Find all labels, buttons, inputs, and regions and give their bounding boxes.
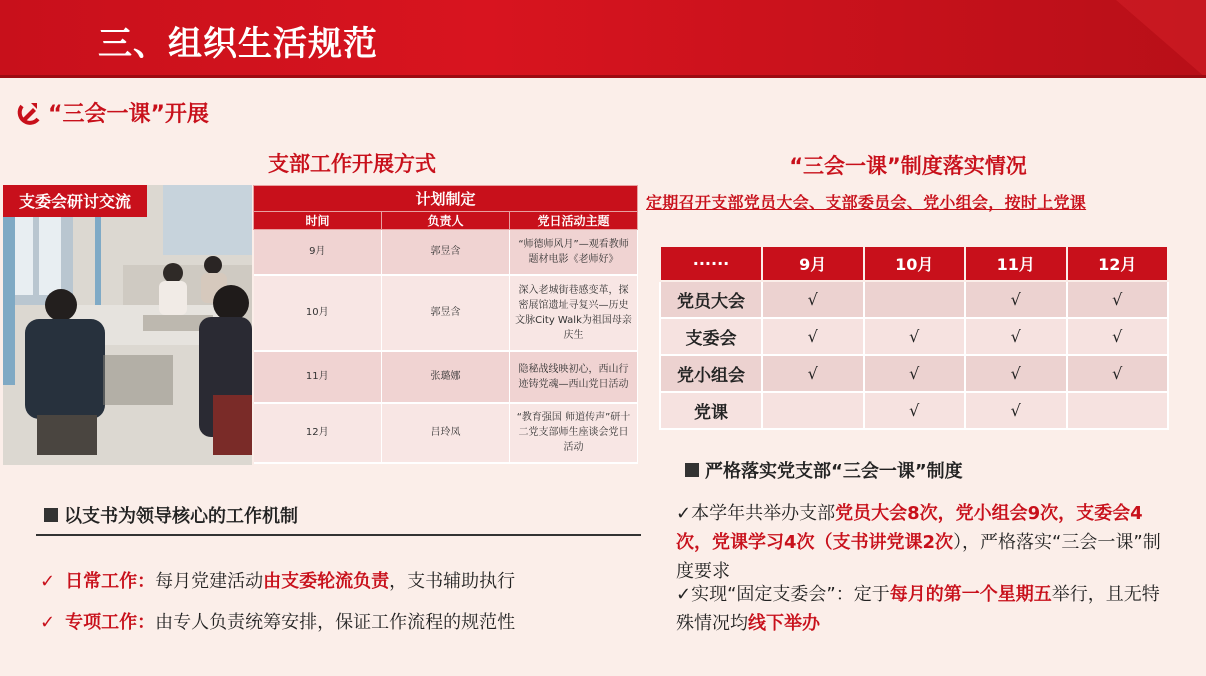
grid-cell: √ <box>864 318 966 355</box>
strict-highlight: 每月的第一个星期五 <box>889 584 1052 605</box>
plan-month: 10月 <box>254 275 382 351</box>
table-row <box>254 351 638 403</box>
table-row <box>254 230 638 275</box>
check-icon: ✓ <box>40 612 56 633</box>
square-bullet-icon <box>685 463 699 477</box>
plan-month: 11月 <box>254 351 382 403</box>
page-title: 三、组织生活规范 <box>98 24 378 64</box>
daily-work-highlight: 由支委轮流负责 <box>263 571 390 592</box>
check-icon: ✓ <box>676 503 692 524</box>
grid-cell: √ <box>965 281 1067 318</box>
meeting-photo-illustration <box>3 185 252 465</box>
plan-theme: “教育强国 师道传声”研十二党支部师生座谈会党日活动 <box>510 403 638 463</box>
plan-table <box>253 185 638 464</box>
plan-month: 12月 <box>254 403 382 463</box>
work-method-heading: 支部工作开展方式 <box>268 152 436 176</box>
plan-col-header: 负责人 <box>382 212 510 230</box>
special-work-text: 由专人负责统筹安排，保证工作流程的规范性 <box>155 612 516 633</box>
strict-bullet-1 <box>676 499 1166 586</box>
grid-month-header: 10月 <box>864 246 966 281</box>
daily-work-item <box>40 569 515 595</box>
meeting-photo <box>3 185 252 465</box>
grid-cell: √ <box>762 355 864 392</box>
implementation-table <box>659 245 1169 430</box>
implementation-subtitle: 定期召开支部党员大会、支部委员会、党小组会，按时上党课 <box>646 193 1087 212</box>
grid-cell: √ <box>1067 355 1169 392</box>
plan-col-header: 党日活动主题 <box>510 212 638 230</box>
grid-cell: √ <box>965 318 1067 355</box>
table-row <box>660 318 1168 355</box>
grid-cell <box>762 392 864 429</box>
implementation-heading: “三会一课”制度落实情况 <box>789 154 1027 178</box>
grid-cell: √ <box>864 355 966 392</box>
daily-work-text-end: ，支书辅助执行 <box>389 571 516 592</box>
strict-heading <box>685 457 963 483</box>
grid-cell: √ <box>762 281 864 318</box>
plan-theme: 深入老城街巷感变革，探密展馆遗址寻复兴—历史文脉City Walk为祖国母亲庆生 <box>510 275 638 351</box>
mechanism-heading <box>44 502 298 528</box>
strict-text: ），严格落实“三会一课”制度要求 <box>676 532 1161 582</box>
daily-work-label: 日常工作： <box>65 571 156 592</box>
strict-highlight: 线下举办 <box>748 613 820 634</box>
grid-row-label: 党小组会 <box>660 355 762 392</box>
grid-month-header: 11月 <box>965 246 1067 281</box>
special-work-item <box>40 610 515 636</box>
plan-owner: 张璐娜 <box>382 351 510 403</box>
grid-cell: √ <box>1067 318 1169 355</box>
table-row <box>254 275 638 351</box>
plan-caption: 计划制定 <box>254 186 638 212</box>
section-title-text: “三会一课”开展 <box>48 102 209 127</box>
plan-theme: “师德师风月”—观看教师题材电影《老师好》 <box>510 230 638 275</box>
plan-theme: 隐秘战线映初心，西山行迹铸党魂—西山党日活动 <box>510 351 638 403</box>
grid-cell: √ <box>965 392 1067 429</box>
strict-text: 实现“固定支委会”：定于 <box>691 584 890 605</box>
strict-heading-text: 严格落实党支部“三会一课”制度 <box>705 461 963 482</box>
mechanism-heading-text: 以支书为领导核心的工作机制 <box>64 506 298 527</box>
plan-owner: 郭昱含 <box>382 275 510 351</box>
daily-work-text: 每月党建活动 <box>155 571 264 592</box>
party-emblem-icon <box>16 100 44 126</box>
table-row <box>660 281 1168 318</box>
grid-row-label: 党课 <box>660 392 762 429</box>
plan-owner: 吕玲凤 <box>382 403 510 463</box>
grid-month-header: 12月 <box>1067 246 1169 281</box>
strict-text: 本学年共举办支部 <box>691 503 836 524</box>
plan-col-header: 时间 <box>254 212 382 230</box>
strict-highlight: ，支委会4次，党课学习4次（支书讲党课2次 <box>676 503 1143 553</box>
grid-corner: ······ <box>660 246 762 281</box>
square-bullet-icon <box>44 508 58 522</box>
strict-text: 举行，且无特殊情况均 <box>676 584 1160 634</box>
special-work-label: 专项工作： <box>65 612 156 633</box>
grid-cell: √ <box>965 355 1067 392</box>
plan-month: 9月 <box>254 230 382 275</box>
strict-highlight: 党员大会8次，党小组会9次 <box>835 503 1059 524</box>
strict-bullet-2 <box>676 580 1166 638</box>
check-icon: ✓ <box>676 584 692 605</box>
grid-cell <box>1067 392 1169 429</box>
divider <box>36 534 641 536</box>
grid-cell <box>864 281 966 318</box>
grid-month-header: 9月 <box>762 246 864 281</box>
grid-cell: √ <box>762 318 864 355</box>
grid-row-label: 支委会 <box>660 318 762 355</box>
header-banner <box>0 0 1206 78</box>
table-row <box>660 392 1168 429</box>
table-row <box>660 355 1168 392</box>
photo-label: 支委会研讨交流 <box>3 185 147 217</box>
check-icon: ✓ <box>40 571 56 592</box>
banner-decoration <box>1116 0 1206 78</box>
section-title <box>16 97 209 128</box>
grid-cell: √ <box>864 392 966 429</box>
plan-owner: 郭昱含 <box>382 230 510 275</box>
table-row <box>254 403 638 463</box>
grid-row-label: 党员大会 <box>660 281 762 318</box>
grid-cell: √ <box>1067 281 1169 318</box>
